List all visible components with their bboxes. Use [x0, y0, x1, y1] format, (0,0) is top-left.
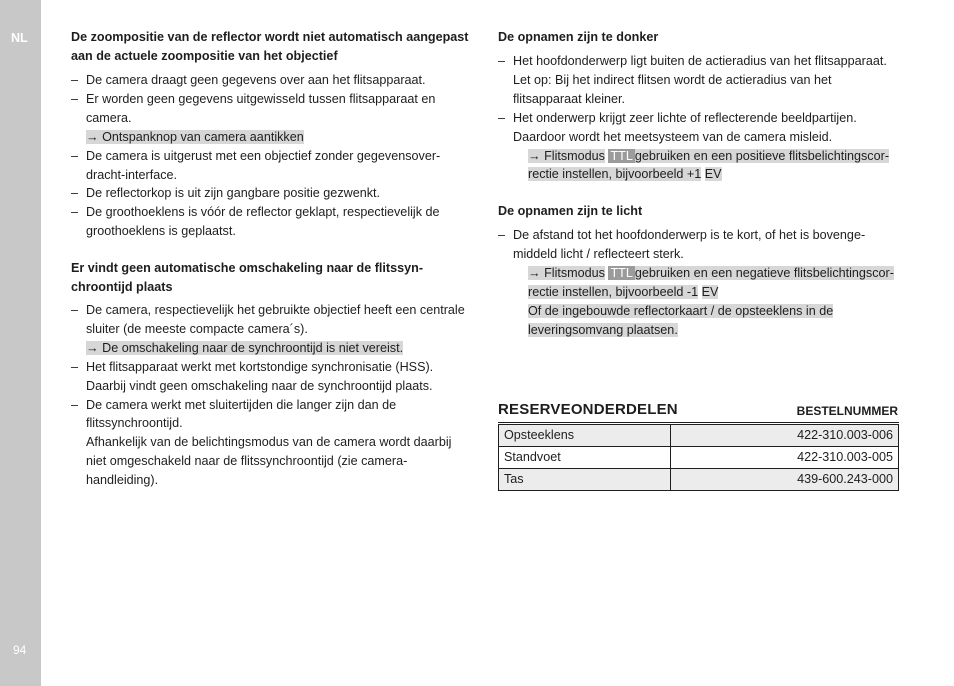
list-item-text: De afstand tot het hoofdonderwerp is te kort, of het is bovengemiddeld licht / reflecteert sterk.	[513, 228, 866, 261]
part-name: Tas	[499, 469, 671, 491]
spare-parts-header	[498, 400, 899, 423]
remedy-part: gebruiken en een negatieve flitsbelichtingscorrectie instellen, bijvoorbeeld -1	[528, 265, 894, 299]
remedy-text: → De omschakeling naar de synchroontijd is niet vereist.	[86, 340, 404, 355]
remedy-part: → Flitsmodus	[528, 265, 605, 280]
ttl-badge: TTL	[610, 148, 633, 163]
table-row	[499, 469, 899, 491]
list-item-text: Er worden geen gegevens uitgewisseld tussen flitsapparaat en camera.	[86, 91, 436, 125]
remedy-part: EV	[704, 167, 722, 182]
spare-parts-section	[498, 400, 899, 491]
part-name: Standvoet	[499, 447, 671, 469]
list-item	[71, 184, 471, 203]
list-item	[498, 52, 898, 109]
section-heading-too-dark: De opnamen zijn te donker	[498, 30, 659, 44]
list-item-text: Het hoofdonderwerp ligt buiten de actieradius van het flitsapparaat. Let op: Bij het indirect flitsen wordt de actieradius van het flitsapparaat kleiner.	[513, 54, 887, 106]
too-light-list	[498, 226, 898, 339]
zoom-causes-list	[71, 71, 471, 241]
list-item	[71, 301, 471, 358]
list-item	[71, 203, 471, 241]
part-number: 439-600.243-000	[671, 469, 899, 491]
language-tab: NL	[11, 31, 28, 45]
remedy-text: → Ontspanknop van camera aantikken	[86, 129, 304, 144]
part-name: Opsteeklens	[499, 425, 671, 447]
remedy-part: gebruiken en een positieve flitsbelichtingscorrectie instellen, bijvoorbeeld +1	[528, 148, 890, 182]
section-heading-sync: Er vindt geen automatische omschakeling naar de flitssynchroontijd plaats	[71, 261, 424, 294]
order-number-header: BESTELNUMMER	[796, 404, 898, 418]
section-heading-too-light: De opnamen zijn te licht	[498, 204, 643, 218]
remedy-text	[513, 147, 898, 185]
spare-parts-title: RESERVEONDERDELEN	[498, 401, 678, 418]
table-row	[499, 447, 899, 469]
list-item-text: De camera, respectievelijk het gebruikte objectief heeft een centrale sluiter (de meeste compacte camera´s).	[86, 303, 465, 336]
list-item	[71, 396, 471, 491]
list-item	[498, 109, 898, 185]
list-item-text: Het flitsapparaat werkt met kortstondige synchronisatie (HSS). Daarbij vindt geen omschakeling naar de synchroontijd plaats.	[86, 359, 434, 393]
list-item-text: De reflectorkop is uit zijn gangbare positie gezwenkt.	[86, 186, 381, 201]
list-item-note: Afhankelijk van de belichtingsmodus van de camera wordt daarbij niet omgeschakeld naar de flitssynchroontijd (zie camera-handleiding).	[86, 435, 452, 488]
remedy-alternative: Of de ingebouwde reflectorkaart / de opsteeklens in de leveringsomvang plaatsen.	[528, 303, 834, 337]
table-row	[499, 425, 899, 447]
page-sidebar	[0, 0, 41, 686]
page-number: 94	[13, 643, 27, 657]
list-item	[498, 226, 898, 339]
remedy-text	[513, 264, 898, 302]
too-dark-list	[498, 52, 898, 184]
spare-parts-table	[498, 424, 899, 491]
list-item	[71, 90, 471, 147]
list-item-text: De camera werkt met sluitertijden die langer zijn dan de flitssynchroontijd.	[86, 397, 397, 431]
section-heading-zoom: De zoompositie van de reflector wordt niet automatisch aangepast aan de actuele zoompositie van het objectief	[71, 30, 469, 63]
list-item-text: De groothoeklens is vóór de reflector geklapt, respectievelijk de groothoeklens is geplaatst.	[86, 205, 440, 239]
part-number: 422-310.003-006	[671, 425, 899, 447]
list-item-text: Het onderwerp krijgt zeer lichte of reflecterende beeldpartijen. Daardoor wordt het meetsysteem van de camera misleid.	[513, 110, 857, 144]
list-item	[71, 147, 471, 185]
sync-causes-list	[71, 301, 471, 490]
remedy-part: → Flitsmodus	[528, 148, 605, 163]
list-item-text: De camera is uitgerust met een objectief zonder gegevensoverdracht-interface.	[86, 148, 441, 182]
list-item	[71, 71, 471, 90]
part-number: 422-310.003-005	[671, 447, 899, 469]
remedy-part: EV	[701, 284, 719, 299]
list-item	[71, 358, 471, 396]
list-item-text: De camera draagt geen gegevens over aan het flitsapparaat.	[86, 73, 426, 87]
ttl-badge: TTL	[610, 265, 633, 280]
